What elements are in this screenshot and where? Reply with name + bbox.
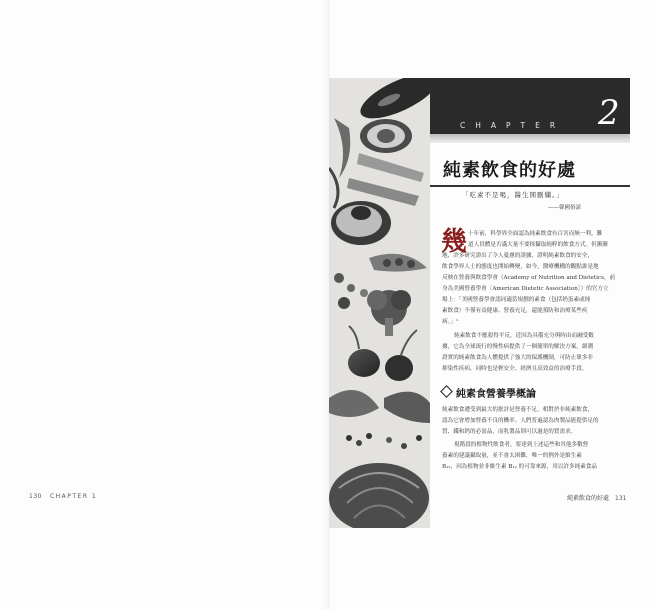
right-page-footer xyxy=(567,493,626,502)
intro-line: 地，許多研究證出了令人憂慮的證據，證明純素飲食的安全， xyxy=(442,253,594,259)
intro-line: 身為美國營養學會〔American Dietetic Association〕）的官方立 xyxy=(442,286,609,292)
body-line: B₁₂，因為植物並非維生素 B₁₂ 的可靠來源，用以許多純素食品 xyxy=(442,464,597,470)
epigraph: 「吃素不是喝，醫生開刪爛。」 xyxy=(462,191,564,199)
right-page-number: 131 xyxy=(615,495,627,502)
intro-line: 素飲食）不僅有益健康、營養充足，還能預防和治療某些疾 xyxy=(442,308,588,314)
body-line: 養素的建議攝取量，並不會太困難，唯一的例外是維生素 xyxy=(442,453,582,459)
chapter-label: CHAPTER xyxy=(460,121,566,130)
chapter-title: 純素飲食的好處 xyxy=(443,160,576,181)
body-line: 據，它為全球流行的慢性病提供了一個簡單的解決方案，細潤 xyxy=(442,344,594,350)
title-rule xyxy=(430,185,630,187)
body-line: 認為它會增加營養不良的機率。人們普遍認為肉製品能提供足的 xyxy=(442,418,599,424)
left-running-head: CHAPTER 1 xyxy=(49,493,98,500)
body-line: 證實的純素飲食為人體提供了強大的保護機制，可防止眾多非 xyxy=(442,355,594,361)
intro-line: 場上：「美國營養學會認同適當規劃的素食（包括奶蛋素或純 xyxy=(442,297,591,303)
diamond-icon xyxy=(440,385,453,398)
chapter-number: 2 xyxy=(598,93,620,133)
body-line: 質、鐵和鈣的必需品，而乳製品則可以過是的質需求。 xyxy=(442,429,577,435)
vegetable-illustration xyxy=(329,78,430,528)
intro-line: 反映在營養與飲食學會（Academy of Nutrition and Dietetics，前 xyxy=(442,275,616,281)
body-line: 現階段的植物性飲食者，要達到上述這些和其他多數營 xyxy=(454,442,589,448)
left-page-number: 130 xyxy=(29,493,42,500)
body-line: 純素飲食不應殺得平反，近因為具備充分與時由而融受數 xyxy=(454,333,594,339)
section-heading xyxy=(442,385,536,400)
epigraph-source: ——韓國俗諺 xyxy=(548,205,582,211)
body-line: 純素飲食遭受到最大的批評是營養不足，相對於非純素飲食， xyxy=(442,407,594,413)
body-line: 抑染性疾病，同時也是輕安全、經濟且高效益的治療手段。 xyxy=(442,366,588,372)
drop-cap: 幾 xyxy=(441,227,468,257)
banner-gradient xyxy=(430,134,630,143)
intro-line: 飲食學界人士的態度也開始轉變，如今，醫療機構的觀點誰是地 xyxy=(442,264,599,270)
intro-line: 病。」¹ xyxy=(442,319,459,325)
section-heading-text: 純素食營養學概論 xyxy=(456,389,536,400)
right-running-head: 純素飲食的好處 xyxy=(567,495,610,502)
intro-line: 道人員體是否滿大量不要探攝取純粹的飲食方式。但漸漸 xyxy=(468,242,608,248)
left-page-footer xyxy=(29,493,97,500)
intro-line: 十年前，科學界全面認為純素飲食有百害而無一利，難 xyxy=(468,231,603,237)
